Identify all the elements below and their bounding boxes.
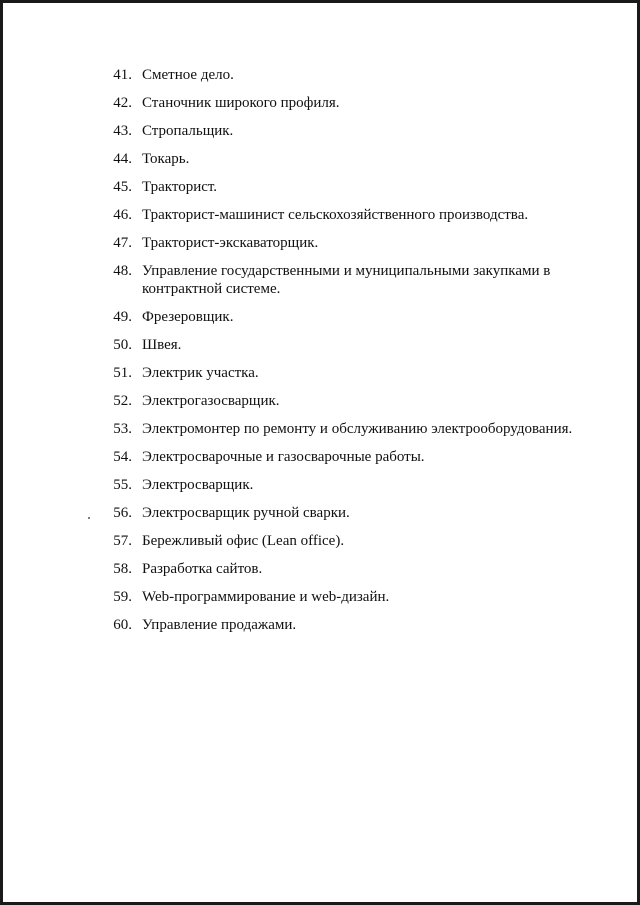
item-text: Тракторист-машинист сельскохозяйственного производства. [142,207,529,223]
item-text: Тракторист-экскаваторщик. [142,235,319,251]
item-text: Сметное дело. [142,67,234,83]
item-text: Тракторист. [142,179,218,195]
item-number: 41. [113,67,132,83]
list-item [0,262,640,298]
list-item [0,234,640,252]
item-text: Швея. [142,337,182,353]
item-number: 52. [113,393,132,409]
numbered-list [0,66,640,644]
item-text: Разработка сайтов. [142,561,263,577]
item-text: Электромонтер по ремонту и обслуживанию электрооборудования. [142,421,573,437]
item-number: 43. [113,123,132,139]
item-number: 49. [113,309,132,325]
list-item [0,616,640,634]
list-item [0,206,640,224]
list-item [0,532,640,550]
item-number: 55. [113,477,132,493]
item-number: 60. [113,617,132,633]
item-number: 56. [113,505,132,521]
list-item [0,150,640,168]
scan-border-top [0,0,640,3]
list-item [0,178,640,196]
item-number: 50. [113,337,132,353]
item-text: Электросварщик. [142,477,254,493]
item-text: Электросварщик ручной сварки. [142,505,350,521]
item-text: Web-программирование и web-дизайн. [142,589,390,605]
list-item [0,448,640,466]
item-number: 45. [113,179,132,195]
item-text: Стропальщик. [142,123,234,139]
item-text: Фрезеровщик. [142,309,234,325]
list-item [0,122,640,140]
item-number: 58. [113,561,132,577]
item-number: 53. [113,421,132,437]
list-item [0,560,640,578]
item-text: Электросварочные и газосварочные работы. [142,449,425,465]
item-text: Токарь. [142,151,190,167]
item-number: 44. [113,151,132,167]
list-item [0,588,640,606]
list-item [0,420,640,438]
item-number: 51. [113,365,132,381]
item-text: Электрик участка. [142,365,259,381]
list-item [0,504,640,522]
list-item [0,94,640,112]
item-text: Электрогазосварщик. [142,393,280,409]
list-item [0,364,640,382]
item-text: Бережливый офис (Lean office). [142,533,345,549]
item-number: 59. [113,589,132,605]
list-item [0,308,640,326]
item-number: 42. [113,95,132,111]
list-item [0,66,640,84]
item-text: Управление государственными и муниципальными закупками в контрактной системе. [142,263,551,297]
item-number: 54. [113,449,132,465]
item-number: 47. [113,235,132,251]
list-item [0,336,640,354]
list-item [0,392,640,410]
item-text: Станочник широкого профиля. [142,95,340,111]
item-number: 46. [113,207,132,223]
item-number: 57. [113,533,132,549]
item-number: 48. [113,263,132,279]
list-item [0,476,640,494]
item-text: Управление продажами. [142,617,297,633]
